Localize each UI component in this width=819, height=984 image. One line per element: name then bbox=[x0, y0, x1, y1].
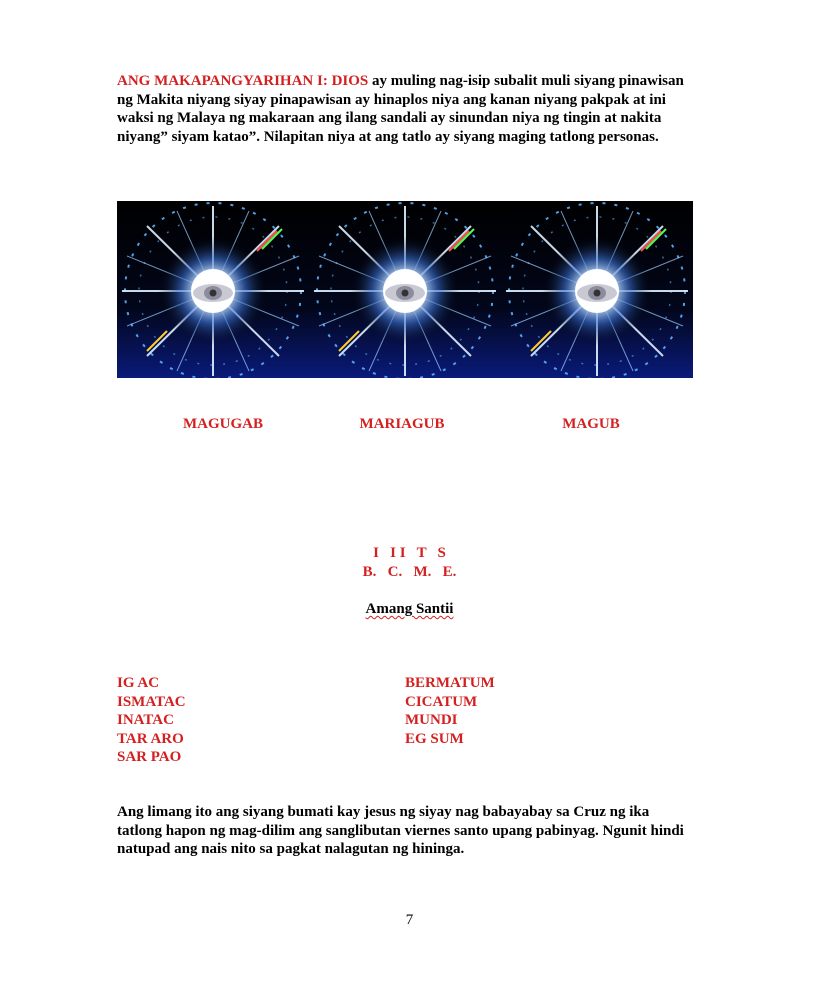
list-item: EG SUM bbox=[405, 730, 464, 747]
radiant-eye-image-3 bbox=[501, 201, 693, 378]
list-item: ISMATAC bbox=[117, 693, 186, 710]
list-item: SAR PAO bbox=[117, 749, 182, 765]
list-item: CICATUM bbox=[405, 693, 478, 710]
god-name-1: MAGUGAB bbox=[183, 416, 263, 432]
list-item: TAR ARO bbox=[117, 730, 184, 747]
amang-santii bbox=[0, 601, 819, 618]
intro-heading: ANG MAKAPANGYARIHAN I: DIOS bbox=[117, 73, 369, 89]
god-name-2: MARIAGUB bbox=[359, 416, 445, 432]
radiant-eye-image-1 bbox=[117, 201, 309, 378]
god-name-3: MAGUB bbox=[562, 416, 620, 432]
list-item: MUNDI bbox=[405, 712, 458, 728]
names-list-right bbox=[405, 674, 495, 748]
radiant-eye-icon bbox=[309, 201, 501, 378]
names-list-left bbox=[117, 674, 186, 767]
radiant-eye-icon bbox=[117, 201, 309, 378]
list-item: BERMATUM bbox=[405, 675, 495, 691]
page-number: 7 bbox=[405, 912, 414, 928]
amang-santii-text: Amang Santii bbox=[365, 601, 454, 617]
radiant-eye-icon bbox=[501, 201, 693, 378]
image-strip bbox=[117, 201, 693, 378]
intro-text: ay muling nag-isip subalit muli siyang pinawisan ng Makita niyang siyay pinapawisan ay hinaplos niya ang kanan niyang pakpak at ini waksi ng Malaya ng makaraan ang ilang sandali ay sinundan niya ng tingin at nakita niyang” siyam katao”. Nilapitan niya at ang tatlo ay siyang maging tatlong personas. bbox=[117, 73, 684, 145]
closing-text: Ang limang ito ang siyang bumati kay jesus ng siyay nag babayabay sa Cruz ng ika tatlong hapon ng mag-dilim ang sanglibutan viernes santo upang pabinyag. Ngunit hindi natupad ang nais nito sa pagkat nalagutan ng hininga. bbox=[117, 804, 684, 857]
intro-paragraph bbox=[117, 72, 689, 146]
closing-paragraph bbox=[117, 803, 689, 859]
radiant-eye-image-2 bbox=[309, 201, 501, 378]
letters-line-1: I I I T S bbox=[373, 545, 446, 561]
list-item: INATAC bbox=[117, 712, 174, 728]
list-item: IG AC bbox=[117, 675, 160, 691]
letters-line-2: B. C. M. E. bbox=[362, 564, 457, 580]
